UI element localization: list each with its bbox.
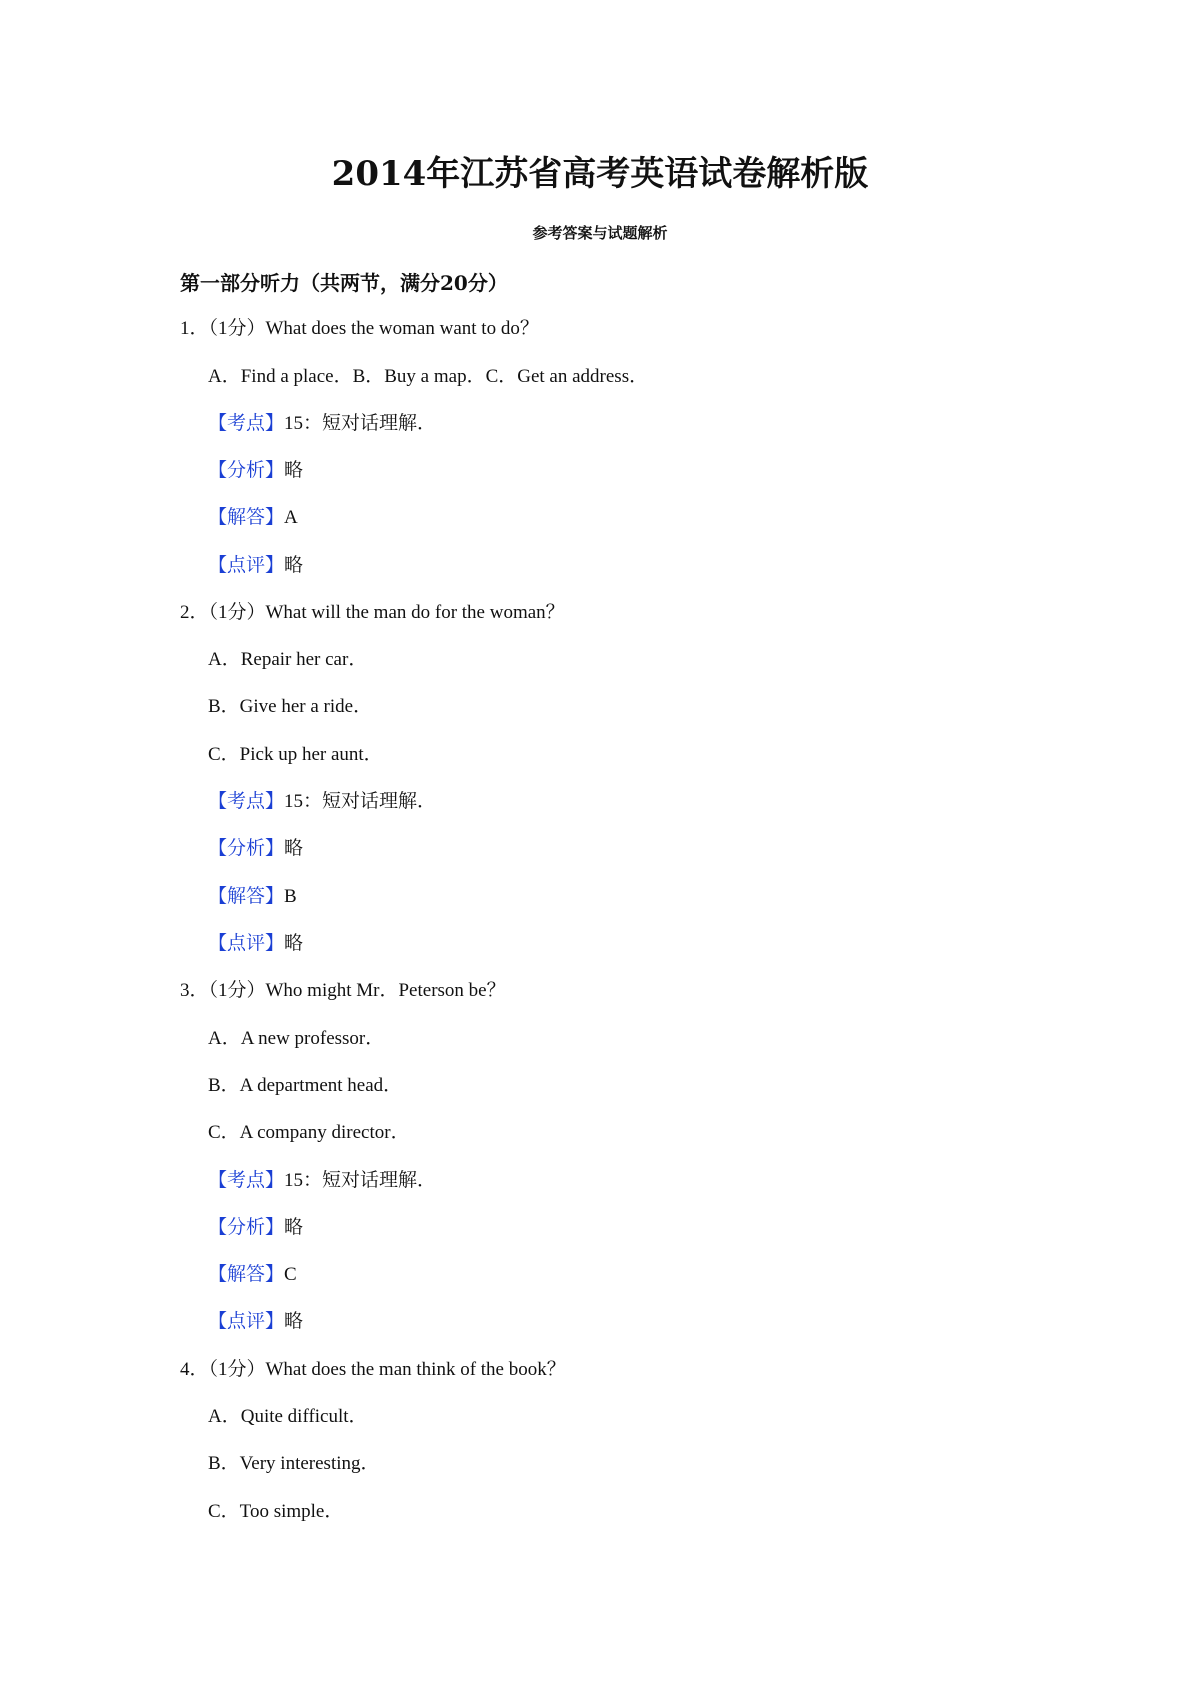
fenxi-row xyxy=(208,1213,303,1243)
jieda-tag: 【解答】 xyxy=(208,507,285,528)
jieda-value: B xyxy=(284,886,297,907)
question-stem: 1．（1分）What does the woman want to do？ xyxy=(180,318,539,339)
question-stem: 2．（1分）What will the man do for the woman？ xyxy=(180,602,565,623)
fenxi-tag: 【分析】 xyxy=(208,838,285,859)
kaodian-value: 15：短对话理解． xyxy=(284,1170,437,1191)
fenxi-row xyxy=(208,456,303,486)
dianping-value: 略 xyxy=(284,555,304,576)
kaodian-row xyxy=(208,1166,436,1196)
dianping-value: 略 xyxy=(284,1311,304,1332)
question-option: B．Give her a ride． xyxy=(208,696,373,717)
kaodian-tag: 【考点】 xyxy=(208,791,285,812)
dianping-value: 略 xyxy=(284,933,304,954)
kaodian-row xyxy=(208,409,436,439)
jieda-row xyxy=(208,503,298,533)
question-stem: 4．（1分）What does the man think of the book？ xyxy=(180,1359,566,1380)
question-option: A．Find a place．B．Buy a map．C．Get an address． xyxy=(208,366,649,387)
dianping-tag: 【点评】 xyxy=(208,555,285,576)
fenxi-value: 略 xyxy=(284,460,304,481)
question-option: A．Repair her car． xyxy=(208,649,368,670)
fenxi-value: 略 xyxy=(284,838,304,859)
jieda-value: C xyxy=(284,1264,297,1285)
section-heading: 第一部分听力（共两节，满分20分） xyxy=(180,271,508,295)
question-option: B．A department head． xyxy=(208,1075,403,1096)
jieda-value: A xyxy=(284,507,298,528)
kaodian-row xyxy=(208,787,436,817)
question-option: C．Too simple． xyxy=(208,1501,344,1522)
fenxi-value: 略 xyxy=(284,1217,304,1238)
question-option: B．Very interesting． xyxy=(208,1453,380,1474)
jieda-row xyxy=(208,882,297,912)
jieda-row xyxy=(208,1260,297,1290)
fenxi-row xyxy=(208,834,303,864)
fenxi-tag: 【分析】 xyxy=(208,460,285,481)
jieda-tag: 【解答】 xyxy=(208,1264,285,1285)
question-option: A．A new professor． xyxy=(208,1028,385,1049)
kaodian-tag: 【考点】 xyxy=(208,1170,285,1191)
dianping-tag: 【点评】 xyxy=(208,933,285,954)
dianping-row xyxy=(208,551,303,581)
page-subtitle: 参考答案与试题解析 xyxy=(532,224,668,242)
dianping-row xyxy=(208,929,303,959)
page-title: 2014年江苏省高考英语试卷解析版 xyxy=(331,154,869,194)
question-option: A．Quite difficult． xyxy=(208,1406,368,1427)
kaodian-tag: 【考点】 xyxy=(208,413,285,434)
kaodian-value: 15：短对话理解． xyxy=(284,791,437,812)
dianping-tag: 【点评】 xyxy=(208,1311,285,1332)
question-stem: 3．（1分）Who might Mr．Peterson be？ xyxy=(180,980,506,1001)
jieda-tag: 【解答】 xyxy=(208,886,285,907)
kaodian-value: 15：短对话理解． xyxy=(284,413,437,434)
dianping-row xyxy=(208,1307,303,1337)
question-option: C．Pick up her aunt． xyxy=(208,744,383,765)
question-option: C．A company director． xyxy=(208,1122,410,1143)
fenxi-tag: 【分析】 xyxy=(208,1217,285,1238)
